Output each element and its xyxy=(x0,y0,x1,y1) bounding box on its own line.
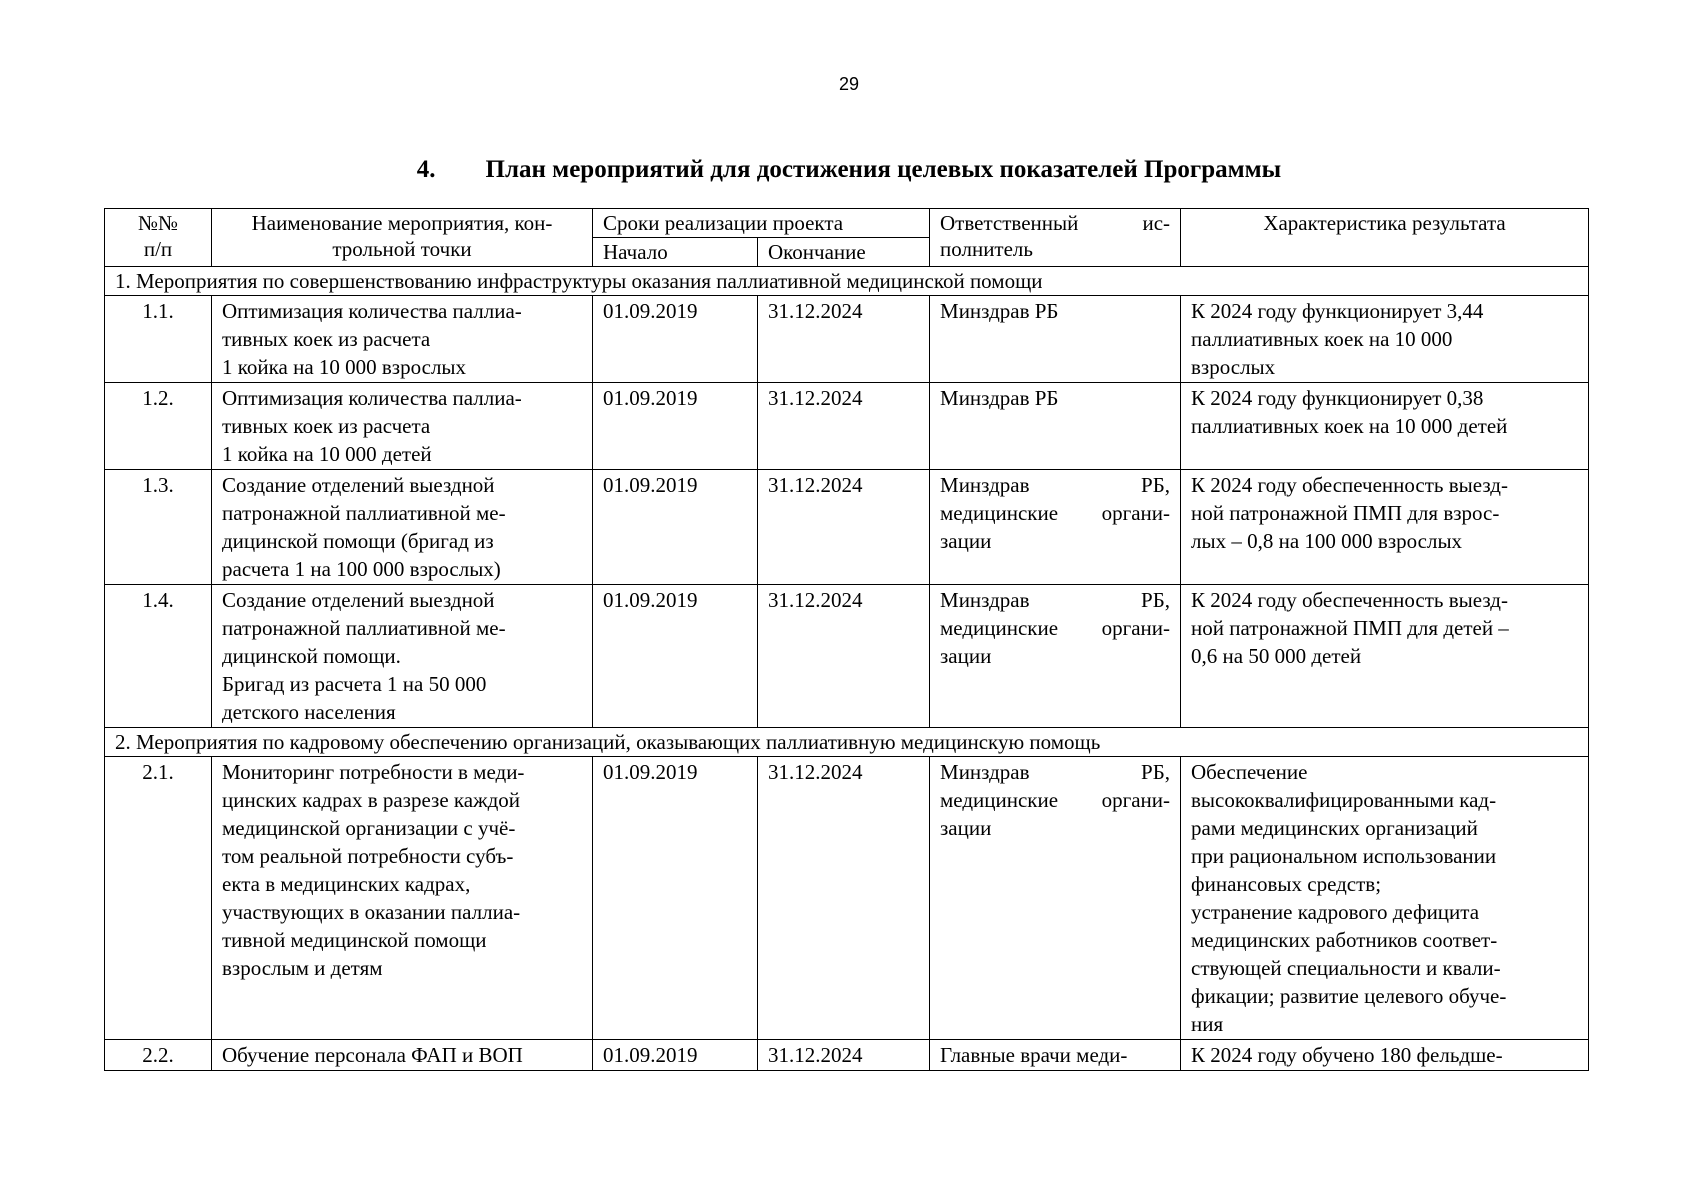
result xyxy=(1181,1040,1589,1071)
cell-line: лых – 0,8 на 100 000 взрослых xyxy=(1191,529,1463,553)
cell-line: фикации; развитие целевого обуче- xyxy=(1191,984,1507,1008)
cell-line: екта в медицинских кадрах, xyxy=(222,872,471,896)
header-responsible: Ответственный ис- полнитель xyxy=(930,209,1181,267)
cell-line: высококвалифицированными кад- xyxy=(1191,788,1497,812)
header-result: Характеристика результата xyxy=(1181,209,1589,267)
group-title: 1. Мероприятия по совершенствованию инфраструктуры оказания паллиативной медицинской помощи xyxy=(105,267,1589,296)
result xyxy=(1181,296,1589,383)
cell-line: тивной медицинской помощи xyxy=(222,928,487,952)
section-title-text: План мероприятий для достижения целевых показателей Программы xyxy=(485,156,1282,183)
group-row xyxy=(105,728,1589,757)
row-number: 1.3. xyxy=(105,470,212,585)
end-date: 31.12.2024 xyxy=(758,296,930,383)
cell-line: патронажной паллиативной ме- xyxy=(222,616,506,640)
cell-line: Бригад из расчета 1 на 50 000 xyxy=(222,672,487,696)
group-row xyxy=(105,267,1589,296)
cell-line: Минздрав РБ xyxy=(940,299,1059,323)
cell-line: паллиативных коек на 10 000 xyxy=(1191,327,1453,351)
header-name: Наименование мероприятия, кон- трольной точки xyxy=(212,209,593,267)
cell-line: 0,6 на 50 000 детей xyxy=(1191,644,1362,668)
end-date: 31.12.2024 xyxy=(758,1040,930,1071)
table-row xyxy=(105,383,1589,470)
result xyxy=(1181,383,1589,470)
cell-line: Обеспечение xyxy=(1191,760,1308,784)
responsible xyxy=(930,585,1181,728)
responsible xyxy=(930,296,1181,383)
table-body xyxy=(105,267,1589,1071)
table-row xyxy=(105,296,1589,383)
row-number: 1.4. xyxy=(105,585,212,728)
header-end: Окончание xyxy=(758,238,930,267)
cell-line: 1 койка на 10 000 детей xyxy=(222,442,432,466)
cell-line: К 2024 году обеспеченность выезд- xyxy=(1191,473,1508,497)
start-date: 01.09.2019 xyxy=(593,585,758,728)
plan-table xyxy=(104,208,1589,1071)
row-number: 1.1. xyxy=(105,296,212,383)
cell-line: Мониторинг потребности в меди- xyxy=(222,760,525,784)
cell-line: 1 койка на 10 000 взрослых xyxy=(222,355,467,379)
group-title: 2. Мероприятия по кадровому обеспечению организаций, оказывающих паллиативную медицинскую помощь xyxy=(105,728,1589,757)
cell-line: Минздрав РБ, xyxy=(940,473,1171,497)
responsible xyxy=(930,470,1181,585)
row-number: 2.2. xyxy=(105,1040,212,1071)
cell-line: ния xyxy=(1191,1012,1224,1036)
cell-line: взрослым и детям xyxy=(222,956,383,980)
cell-line: цинских кадрах в разрезе каждой xyxy=(222,788,521,812)
row-number: 1.2. xyxy=(105,383,212,470)
end-date: 31.12.2024 xyxy=(758,585,930,728)
cell-line: К 2024 году функционирует 3,44 xyxy=(1191,299,1484,323)
result xyxy=(1181,470,1589,585)
cell-line: ствующей специальности и квали- xyxy=(1191,956,1501,980)
event-name xyxy=(212,1040,593,1071)
start-date: 01.09.2019 xyxy=(593,1040,758,1071)
table-row xyxy=(105,757,1589,1040)
cell-line: взрослых xyxy=(1191,355,1276,379)
start-date: 01.09.2019 xyxy=(593,383,758,470)
end-date: 31.12.2024 xyxy=(758,470,930,585)
section-number: 4. xyxy=(416,156,436,183)
header-num: №№ п/п xyxy=(105,209,212,267)
cell-line: медицинские органи- xyxy=(940,501,1171,525)
cell-line: зации xyxy=(940,644,992,668)
cell-line: Создание отделений выездной xyxy=(222,473,495,497)
end-date: 31.12.2024 xyxy=(758,383,930,470)
cell-line: при рациональном использовании xyxy=(1191,844,1497,868)
event-name xyxy=(212,296,593,383)
header-start: Начало xyxy=(593,238,758,267)
cell-line: ной патронажной ПМП для детей – xyxy=(1191,616,1509,640)
cell-line: Оптимизация количества паллиа- xyxy=(222,386,522,410)
section-title xyxy=(0,156,1698,184)
cell-line: К 2024 году обучено 180 фельдше- xyxy=(1191,1043,1503,1067)
responsible xyxy=(930,757,1181,1040)
cell-line: ной патронажной ПМП для взрос- xyxy=(1191,501,1500,525)
cell-line: детского населения xyxy=(222,700,396,724)
header-period: Сроки реализации проекта xyxy=(593,209,930,238)
cell-line: патронажной паллиативной ме- xyxy=(222,501,506,525)
page-number: 29 xyxy=(838,74,860,94)
cell-line: зации xyxy=(940,816,992,840)
table-row xyxy=(105,585,1589,728)
start-date: 01.09.2019 xyxy=(593,470,758,585)
result xyxy=(1181,585,1589,728)
cell-line: К 2024 году обеспеченность выезд- xyxy=(1191,588,1508,612)
cell-line: дицинской помощи (бригад из xyxy=(222,529,494,553)
cell-line: Создание отделений выездной xyxy=(222,588,495,612)
cell-line: Оптимизация количества паллиа- xyxy=(222,299,522,323)
cell-line: расчета 1 на 100 000 взрослых) xyxy=(222,557,501,581)
cell-line: медицинские органи- xyxy=(940,788,1171,812)
event-name xyxy=(212,470,593,585)
event-name xyxy=(212,383,593,470)
row-number: 2.1. xyxy=(105,757,212,1040)
cell-line: Минздрав РБ, xyxy=(940,760,1171,784)
table-row xyxy=(105,470,1589,585)
start-date: 01.09.2019 xyxy=(593,296,758,383)
cell-line: участвующих в оказании паллиа- xyxy=(222,900,521,924)
cell-line: К 2024 году функционирует 0,38 xyxy=(1191,386,1484,410)
end-date: 31.12.2024 xyxy=(758,757,930,1040)
cell-line: Обучение персонала ФАП и ВОП xyxy=(222,1043,523,1067)
cell-line: Минздрав РБ, xyxy=(940,588,1171,612)
responsible xyxy=(930,383,1181,470)
cell-line: тивных коек из расчета xyxy=(222,414,431,438)
event-name xyxy=(212,757,593,1040)
cell-line: зации xyxy=(940,529,992,553)
cell-line: Главные врачи меди- xyxy=(940,1043,1128,1067)
cell-line: медицинских работников соответ- xyxy=(1191,928,1498,952)
cell-line: тивных коек из расчета xyxy=(222,327,431,351)
cell-line: рами медицинских организаций xyxy=(1191,816,1478,840)
result xyxy=(1181,757,1589,1040)
responsible xyxy=(930,1040,1181,1071)
table-row xyxy=(105,1040,1589,1071)
cell-line: Минздрав РБ xyxy=(940,386,1059,410)
start-date: 01.09.2019 xyxy=(593,757,758,1040)
cell-line: паллиативных коек на 10 000 детей xyxy=(1191,414,1508,438)
cell-line: дицинской помощи. xyxy=(222,644,401,668)
cell-line: медицинские органи- xyxy=(940,616,1171,640)
event-name xyxy=(212,585,593,728)
cell-line: том реальной потребности субъ- xyxy=(222,844,514,868)
cell-line: устранение кадрового дефицита xyxy=(1191,900,1480,924)
table-header-row xyxy=(105,209,1589,238)
cell-line: медицинской организации с учё- xyxy=(222,816,516,840)
cell-line: финансовых средств; xyxy=(1191,872,1382,896)
